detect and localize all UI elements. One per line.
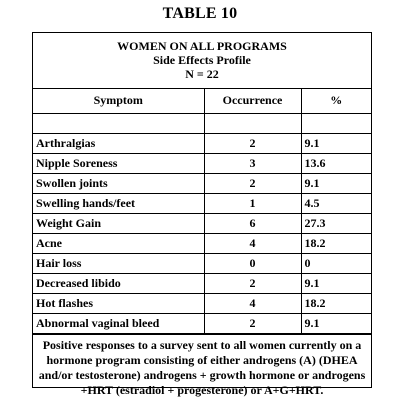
table-row bbox=[33, 153, 371, 173]
table-caption: TABLE 10 bbox=[162, 5, 238, 22]
symptom-cell: Arthralgias bbox=[33, 133, 204, 153]
occurrence-cell: 4 bbox=[204, 293, 301, 313]
column-header-occurrence: Occurrence bbox=[204, 89, 301, 113]
symptom-cell: Decreased libido bbox=[33, 273, 204, 293]
table-row bbox=[33, 273, 371, 293]
symptom-cell: Swollen joints bbox=[33, 173, 204, 193]
occurrence-cell: 4 bbox=[204, 233, 301, 253]
data-table bbox=[33, 89, 371, 334]
table-header-block bbox=[33, 33, 371, 89]
occurrence-cell: 3 bbox=[204, 153, 301, 173]
occurrence-cell: 6 bbox=[204, 213, 301, 233]
symptom-cell: Hair loss bbox=[33, 253, 204, 273]
occurrence-cell: 1 bbox=[204, 193, 301, 213]
percent-cell: 9.1 bbox=[301, 313, 371, 333]
symptom-cell: Nipple Soreness bbox=[33, 153, 204, 173]
sample-size: N = 22 bbox=[185, 67, 219, 81]
occurrence-cell: 0 bbox=[204, 253, 301, 273]
side-effects-table bbox=[32, 32, 372, 397]
occurrence-cell: 2 bbox=[204, 173, 301, 193]
occurrence-cell: 2 bbox=[204, 313, 301, 333]
symptom-cell: Acne bbox=[33, 233, 204, 253]
percent-cell: 18.2 bbox=[301, 233, 371, 253]
symptom-cell: Weight Gain bbox=[33, 213, 204, 233]
occurrence-cell: 2 bbox=[204, 273, 301, 293]
table-row bbox=[33, 253, 371, 273]
table-row bbox=[33, 293, 371, 313]
percent-cell: 13.6 bbox=[301, 153, 371, 173]
table-subtitle: Side Effects Profile bbox=[153, 53, 251, 67]
percent-cell: 9.1 bbox=[301, 273, 371, 293]
percent-cell: 9.1 bbox=[301, 173, 371, 193]
percent-cell: 9.1 bbox=[301, 133, 371, 153]
symptom-cell: Abnormal vaginal bleed bbox=[33, 313, 204, 333]
table-footnote: Positive responses to a survey sent to all women currently on a hormone program consisting of either androgens (A) (DHEA and/or testosterone) androgens + growth hormone or androgens +HRT (estradiol + progesterone) or A+G+HRT. bbox=[33, 334, 371, 398]
percent-cell: 18.2 bbox=[301, 293, 371, 313]
table-row bbox=[33, 233, 371, 253]
table-row bbox=[33, 133, 371, 153]
table-row bbox=[33, 173, 371, 193]
table-row bbox=[33, 313, 371, 333]
table-row bbox=[33, 193, 371, 213]
symptom-cell: Hot flashes bbox=[33, 293, 204, 313]
column-header-row bbox=[33, 89, 371, 113]
header-gap bbox=[33, 113, 371, 133]
table-title: WOMEN ON ALL PROGRAMS bbox=[117, 39, 287, 53]
column-header-symptom: Symptom bbox=[33, 89, 204, 113]
percent-cell: 4.5 bbox=[301, 193, 371, 213]
symptom-cell: Swelling hands/feet bbox=[33, 193, 204, 213]
percent-cell: 27.3 bbox=[301, 213, 371, 233]
percent-cell: 0 bbox=[301, 253, 371, 273]
column-header-percent: % bbox=[301, 89, 371, 113]
occurrence-cell: 2 bbox=[204, 133, 301, 153]
table-row bbox=[33, 213, 371, 233]
